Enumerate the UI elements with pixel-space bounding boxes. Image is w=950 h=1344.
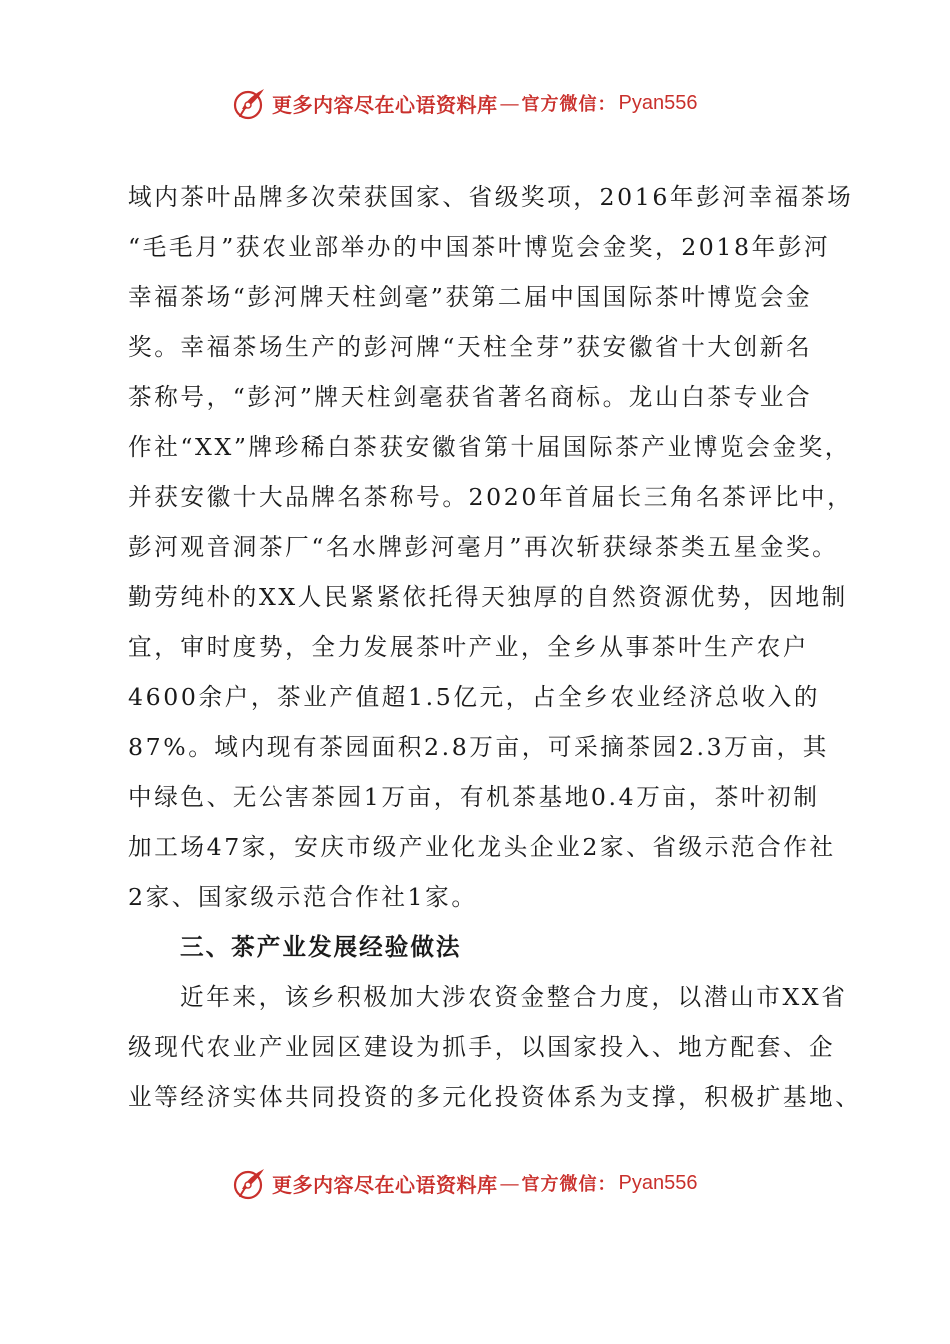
header-separator: —	[499, 91, 520, 115]
text-line: 作社“XX”牌珍稀白茶获安徽省第十届国际茶产业博览会金奖，	[128, 433, 851, 461]
text-line: 勤劳纯朴的XX人民紧紧依托得天独厚的自然资源优势，因地制	[128, 583, 848, 611]
footer-separator: —	[499, 1171, 520, 1195]
text-line: 加工场47家，安庆市级产业化龙头企业2家、省级示范合作社	[128, 833, 836, 861]
section-heading: 三、茶产业发展经验做法	[180, 933, 462, 961]
footer-banner	[232, 1163, 697, 1203]
text-line: 级现代农业产业园区建设为抓手，以国家投入、地方配套、企	[128, 1033, 836, 1061]
text-line: 并获安徽十大品牌名茶称号。2020年首届长三角名茶评比中，	[128, 483, 854, 511]
text-line: 87%。域内现有茶园面积2.8万亩，可采摘茶园2.3万亩，其	[128, 733, 829, 761]
footer-wechat-label: 官方微信：	[521, 1174, 617, 1195]
text-line: 奖。幸福茶场生产的彭河牌“天柱全芽”获安徽省十大创新名	[128, 333, 813, 361]
header-brand: 更多内容尽在心语资料库	[272, 92, 498, 117]
document-body	[128, 172, 862, 1122]
footer-brand: 更多内容尽在心语资料库	[272, 1172, 498, 1197]
text-line: 幸福茶场“彭河牌天柱剑毫”获第二届中国国际茶叶博览会金	[128, 283, 813, 311]
text-line: 业等经济实体共同投资的多元化投资体系为支撑，积极扩基地、	[128, 1083, 862, 1111]
paragraph-experience	[128, 972, 862, 1122]
text-line: 彭河观音洞茶厂“名水牌彭河毫月”再次斩获绿茶类五星金奖。	[128, 533, 839, 561]
text-line: “毛毛月”获农业部举办的中国茶叶博览会金奖，2018年彭河	[128, 233, 831, 261]
text-line: 近年来，该乡积极加大涉农资金整合力度，以潜山市XX省	[180, 983, 848, 1011]
footer-wechat-id: Pyan556	[618, 1171, 698, 1194]
header-banner	[232, 83, 697, 123]
text-line: 4600余户，茶业产值超1.5亿元，占全乡农业经济总收入的	[128, 683, 821, 711]
text-line: 宜，审时度势，全力发展茶叶产业，全乡从事茶叶生产农户	[128, 633, 810, 661]
quill-pen-circle-icon	[232, 85, 268, 121]
header-wechat-label: 官方微信：	[521, 94, 617, 115]
text-line: 域内茶叶品牌多次荣获国家、省级奖项，2016年彭河幸福茶场	[128, 183, 854, 211]
text-line: 中绿色、无公害茶园1万亩，有机茶基地0.4万亩，茶叶初制	[128, 783, 820, 811]
header-wechat-id: Pyan556	[618, 91, 698, 114]
text-line: 茶称号，“彭河”牌天柱剑毫获省著名商标。龙山白茶专业合	[128, 383, 813, 411]
quill-pen-circle-icon	[232, 1165, 268, 1201]
paragraph-tea-awards	[128, 172, 854, 922]
text-line: 2家、国家级示范合作社1家。	[128, 883, 478, 911]
